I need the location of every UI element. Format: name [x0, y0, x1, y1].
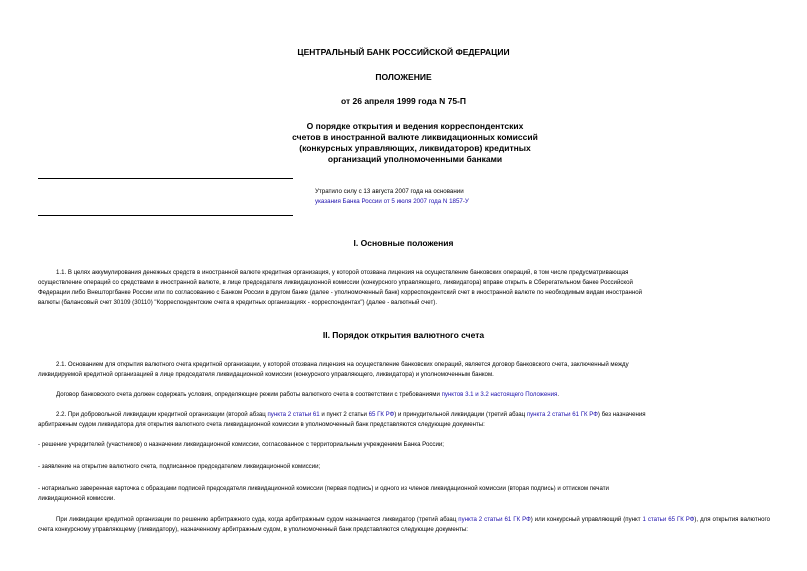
- paragraph-text: ) и принудительной ликвидации (третий абзац: [394, 411, 527, 418]
- paragraph-text: 2.2. При добровольной ликвидации кредитной организации (второй абзац: [56, 411, 268, 418]
- divider-bottom: [38, 215, 293, 216]
- paragraph-text: и пункт 2 статьи: [319, 411, 369, 418]
- paragraph-line: ликвидационной комиссии.: [38, 495, 116, 502]
- paragraph-text: ) без назначения: [597, 411, 646, 418]
- paragraph-arbitration: [38, 515, 770, 535]
- paragraph-line: - нотариально заверенная карточка с образцами подписей председателя ликвидационной комиссии (первая подпись) и одного из членов ликвидационной комиссии (вторая подпись) и оттиском печати: [38, 485, 609, 492]
- doc-title: [250, 121, 580, 165]
- doc-type-heading: ПОЛОЖЕНИЕ: [375, 72, 432, 82]
- divider-top: [38, 178, 293, 179]
- bullet-signature-card: [38, 484, 770, 504]
- paragraph-line: валюты (балансовый счет 30109 (30110) "Корреспондентские счета в кредитных организациях - корреспондентах") (далее - валютный счет).: [38, 299, 438, 306]
- paragraph-text: .: [557, 391, 560, 398]
- link-art-61-gk-2[interactable]: пункта 2 статьи 61 ГК РФ: [458, 516, 531, 523]
- doc-title-line: организаций уполномоченными банками: [327, 154, 503, 164]
- paragraph-text: Договор банковского счета должен содержать условия, определяющие режим работы валютного счета в соответствии с требованиями: [56, 391, 442, 398]
- section-2-heading: II. Порядок открытия валютного счета: [322, 330, 485, 340]
- bullet-application: - заявление на открытие валютного счета, подписанное председателем ликвидационной комиссии;: [38, 463, 321, 470]
- bullet-decision: - решение учредителей (участников) о назначении ликвидационной комиссии, согласованное с территориальным учреждением Банка России;: [38, 441, 444, 448]
- paragraph-text: При ликвидации кредитной организации по решению арбитражного суда, когда арбитражным судом назначается ликвидатор (третий абзац: [56, 516, 459, 523]
- paragraph-line: Федерации либо Внешторгбанке России или по согласованию с Банком России в другом банке (далее - уполномоченный банк) корреспондентский счет в иностранной валюте по необходимым видам иностранной: [38, 289, 643, 296]
- paragraph-line: осуществление операций со средствами в иностранной валюте, в лице председателя ликвидационной комиссии (конкурсного управляющего, ликвидатора) вправе открыть в Сберегательном банке Российской: [38, 279, 633, 286]
- doc-date-heading: от 26 апреля 1999 года N 75-П: [341, 96, 466, 106]
- section-1-heading: I. Основные положения: [353, 238, 454, 248]
- paragraph-contract: [38, 390, 770, 400]
- paragraph-line: 1.1. В целях аккумулирования денежных средств в иностранной валюте кредитная организация, у которой отозвана лицензия на осуществление банковских операций, в том числе предусматривающая: [56, 269, 629, 276]
- doc-title-line: счетов в иностранной валюте ликвидационных комиссий: [292, 132, 538, 142]
- link-art-65-1[interactable]: 1 статьи 65: [642, 516, 675, 523]
- link-art-61[interactable]: пункта 2 статьи 61: [267, 411, 320, 418]
- link-art-65[interactable]: 65 ГК РФ: [368, 411, 395, 418]
- paragraph-line: арбитражным судом ликвидатора для открытия валютного счета ликвидационной комиссии в уполномоченный банк представляются следующие документы:: [38, 421, 485, 428]
- paragraph-line: ликвидируемой кредитной организацией в лице председателя ликвидационной комиссии (конкурсного управляющего, ликвидатора) и уполномоченным банком.: [38, 371, 494, 378]
- paragraph-line: 2.1. Основанием для открытия валютного счета кредитной организации, у которой отозвана лицензия на осуществление банковских операций, является договор банковского счета, заключенный между: [56, 361, 629, 368]
- paragraph-text: ), для открытия валютного счета конкурсному управляющему (ликвидатору), назначенному арбитражным судом, в уполномоченный банк представляются следующие документы:: [38, 516, 770, 533]
- paragraph-1-1: [38, 268, 770, 308]
- link-points-3-1-3-2[interactable]: пунктов 3.1 и 3.2 настоящего Положения: [441, 391, 558, 398]
- paragraph-2-1: [38, 360, 770, 380]
- link-art-61-gk[interactable]: пункта 2 статьи 61 ГК РФ: [526, 411, 598, 418]
- repeal-note-text: Утратило силу с 13 августа 2007 года на основании: [315, 188, 464, 195]
- issuer-heading: ЦЕНТРАЛЬНЫЙ БАНК РОССИЙСКОЙ ФЕДЕРАЦИИ: [297, 47, 510, 57]
- doc-title-line: (конкурсных управляющих, ликвидаторов) кредитных: [299, 143, 531, 153]
- link-gk-rf[interactable]: ГК РФ: [676, 516, 695, 523]
- doc-title-line: О порядке открытия и ведения корреспондентских: [306, 121, 524, 131]
- repeal-note: [315, 187, 469, 207]
- paragraph-text: ) или конкурсный управляющий (пункт: [530, 516, 643, 523]
- repeal-note-link[interactable]: указания Банка России от 5 июля 2007 года N 1857-У: [315, 198, 469, 205]
- paragraph-2-2: [38, 410, 770, 430]
